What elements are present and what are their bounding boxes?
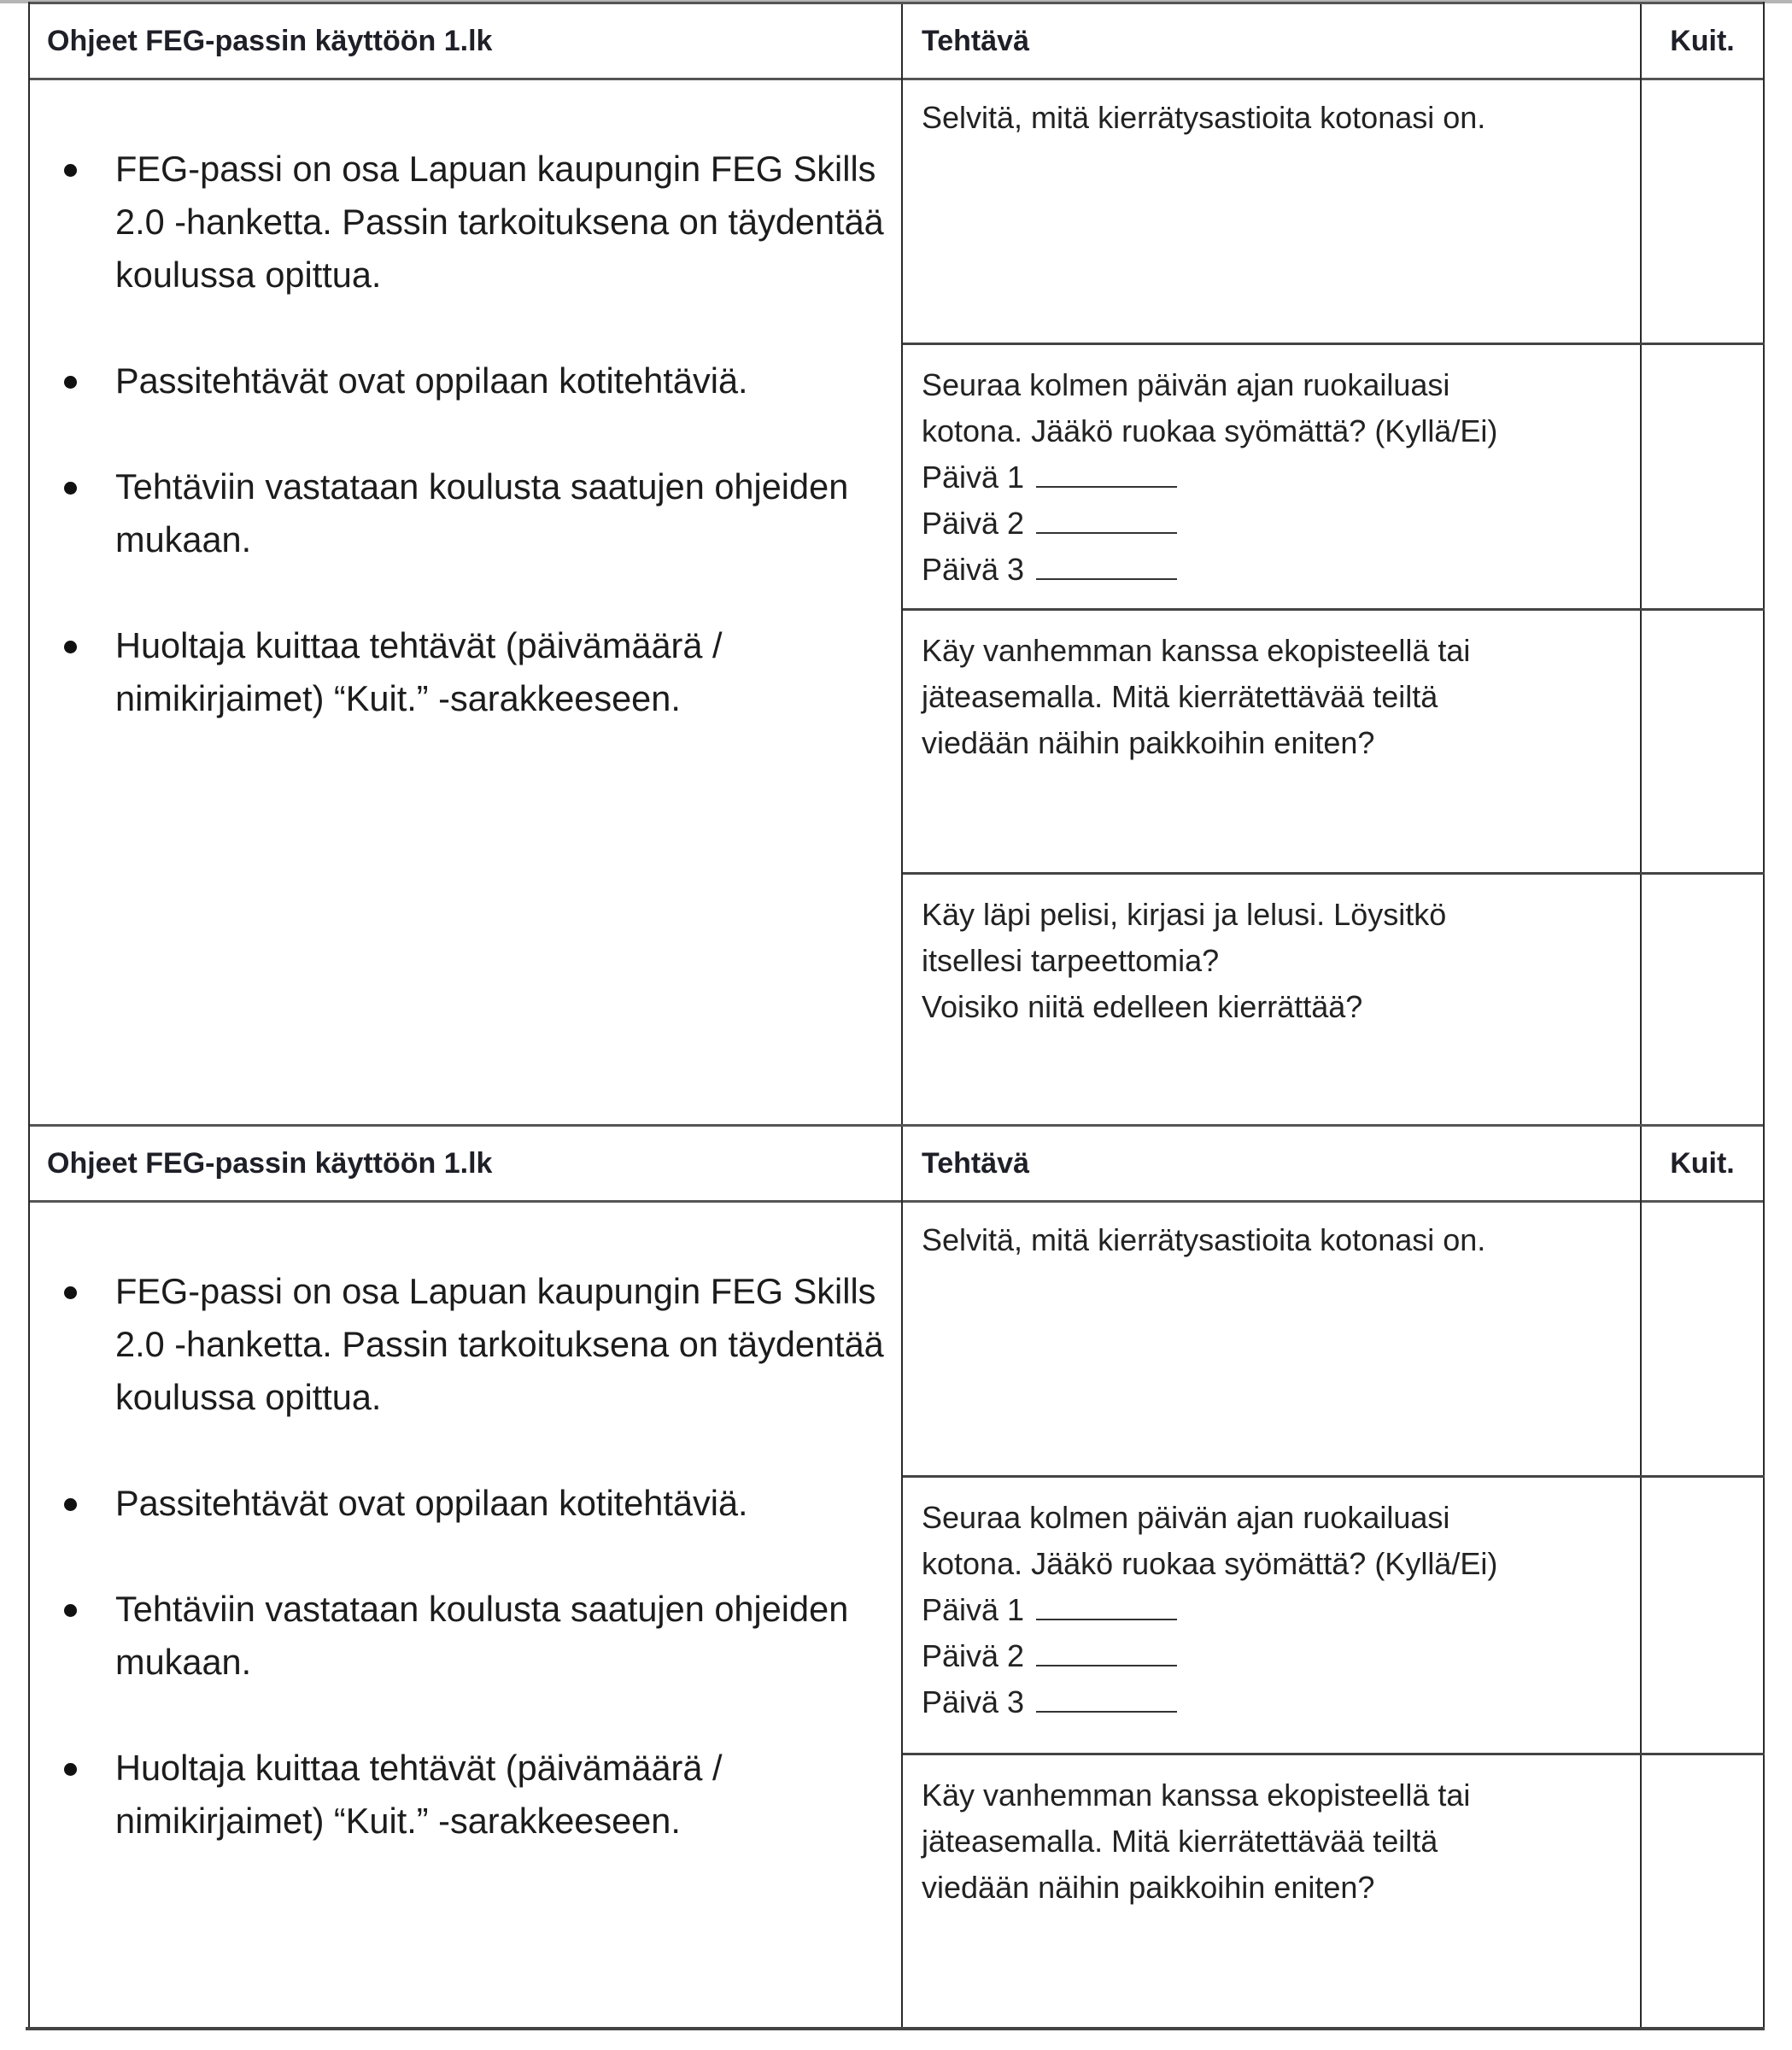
signoff-cell[interactable] bbox=[1642, 345, 1765, 608]
bullet-icon bbox=[64, 482, 77, 495]
task-row bbox=[903, 611, 1765, 875]
task-row bbox=[903, 1478, 1765, 1755]
day-2-answer-blank[interactable] bbox=[1036, 1639, 1177, 1666]
day-1-row: Päivä 1 bbox=[922, 1587, 1621, 1633]
task-row bbox=[903, 1200, 1765, 1478]
signoff-cell[interactable] bbox=[1642, 1200, 1765, 1475]
day-3-answer-blank[interactable] bbox=[1036, 553, 1177, 580]
instructions-list bbox=[30, 143, 901, 725]
task-text: Käy vanhemman kanssa ekopisteellä tai jäteasemalla. Mitä kierrätettävää teiltä viedään näihin paikkoihin eniten? bbox=[903, 611, 1642, 872]
day-2-answer-blank[interactable] bbox=[1036, 507, 1177, 534]
task-text: Selvitä, mitä kierrätysastioita kotonasi on. bbox=[903, 78, 1642, 343]
task-row bbox=[903, 345, 1765, 611]
signoff-cell[interactable] bbox=[1642, 1478, 1765, 1753]
feg-passport-table-2 bbox=[28, 1124, 1765, 2029]
task-text: Käy vanhemman kanssa ekopisteellä tai jäteasemalla. Mitä kierrätettävää teiltä viedään näihin paikkoihin eniten? bbox=[903, 1755, 1642, 2029]
task-text: Selvitä, mitä kierrätysastioita kotonasi on. bbox=[903, 1200, 1642, 1475]
instruction-item: Huoltaja kuittaa tehtävät (päivämäärä / nimikirjaimet) “Kuit.” -sarakkeeseen. bbox=[30, 1742, 901, 1848]
table-header-1 bbox=[30, 2, 1763, 80]
bullet-icon bbox=[64, 1604, 77, 1617]
day-3-row: Päivä 3 bbox=[922, 547, 1621, 593]
bullet-icon bbox=[64, 1498, 77, 1511]
instruction-item: Tehtäviin vastataan koulusta saatujen ohjeiden mukaan. bbox=[30, 1583, 901, 1689]
instructions-cell-2 bbox=[30, 1200, 903, 2029]
task-row bbox=[903, 875, 1765, 1128]
day-3-row: Päivä 3 bbox=[922, 1679, 1621, 1725]
instruction-item: Tehtäviin vastataan koulusta saatujen ohjeiden mukaan. bbox=[30, 460, 901, 566]
day-1-answer-blank[interactable] bbox=[1036, 1593, 1177, 1620]
task-text: Seuraa kolmen päivän ajan ruokailuasi kotona. Jääkö ruokaa syömättä? (Kyllä/Ei) Päivä 1 Päivä 2 Päivä 3 bbox=[903, 345, 1642, 608]
instruction-item: Passitehtävät ovat oppilaan kotitehtäviä. bbox=[30, 354, 901, 407]
signoff-cell[interactable] bbox=[1642, 875, 1765, 1128]
header-instructions: Ohjeet FEG-passin käyttöön 1.lk bbox=[30, 4, 903, 78]
bullet-icon bbox=[64, 641, 77, 653]
signoff-cell[interactable] bbox=[1642, 78, 1765, 343]
signoff-cell[interactable] bbox=[1642, 1755, 1765, 2029]
feg-passport-table-1 bbox=[28, 2, 1765, 1128]
day-3-answer-blank[interactable] bbox=[1036, 1685, 1177, 1713]
instruction-item: FEG-passi on osa Lapuan kaupungin FEG Skills 2.0 -hanketta. Passin tarkoituksena on täydentää koulussa opittua. bbox=[30, 1265, 901, 1424]
instructions-cell-1 bbox=[30, 78, 903, 1128]
day-2-row: Päivä 2 bbox=[922, 501, 1621, 547]
bullet-icon bbox=[64, 376, 77, 389]
task-text: Seuraa kolmen päivän ajan ruokailuasi kotona. Jääkö ruokaa syömättä? (Kyllä/Ei) Päivä 1 Päivä 2 Päivä 3 bbox=[903, 1478, 1642, 1753]
header-signoff: Kuit. bbox=[1670, 1146, 1735, 1180]
task-text: Käy läpi pelisi, kirjasi ja lelusi. Löysitkö itsellesi tarpeettomia? Voisiko niitä edelleen kierrättää? bbox=[903, 875, 1642, 1128]
task-row bbox=[903, 1755, 1765, 2029]
bullet-icon bbox=[64, 164, 77, 177]
header-signoff: Kuit. bbox=[1670, 24, 1735, 57]
table-header-2 bbox=[30, 1124, 1763, 1203]
signoff-cell[interactable] bbox=[1642, 611, 1765, 872]
header-task: Tehtävä bbox=[903, 4, 1642, 78]
instructions-list bbox=[30, 1265, 901, 1848]
header-task: Tehtävä bbox=[903, 1127, 1642, 1200]
instruction-item: Passitehtävät ovat oppilaan kotitehtäviä. bbox=[30, 1477, 901, 1530]
header-instructions: Ohjeet FEG-passin käyttöön 1.lk bbox=[30, 1127, 903, 1200]
table-bottom-border bbox=[26, 2027, 1765, 2030]
instruction-item: Huoltaja kuittaa tehtävät (päivämäärä / nimikirjaimet) “Kuit.” -sarakkeeseen. bbox=[30, 619, 901, 725]
task-row bbox=[903, 78, 1765, 345]
bullet-icon bbox=[64, 1763, 77, 1776]
day-1-row: Päivä 1 bbox=[922, 454, 1621, 501]
instruction-item: FEG-passi on osa Lapuan kaupungin FEG Skills 2.0 -hanketta. Passin tarkoituksena on täydentää koulussa opittua. bbox=[30, 143, 901, 302]
day-1-answer-blank[interactable] bbox=[1036, 460, 1177, 488]
day-2-row: Päivä 2 bbox=[922, 1633, 1621, 1679]
bullet-icon bbox=[64, 1286, 77, 1299]
